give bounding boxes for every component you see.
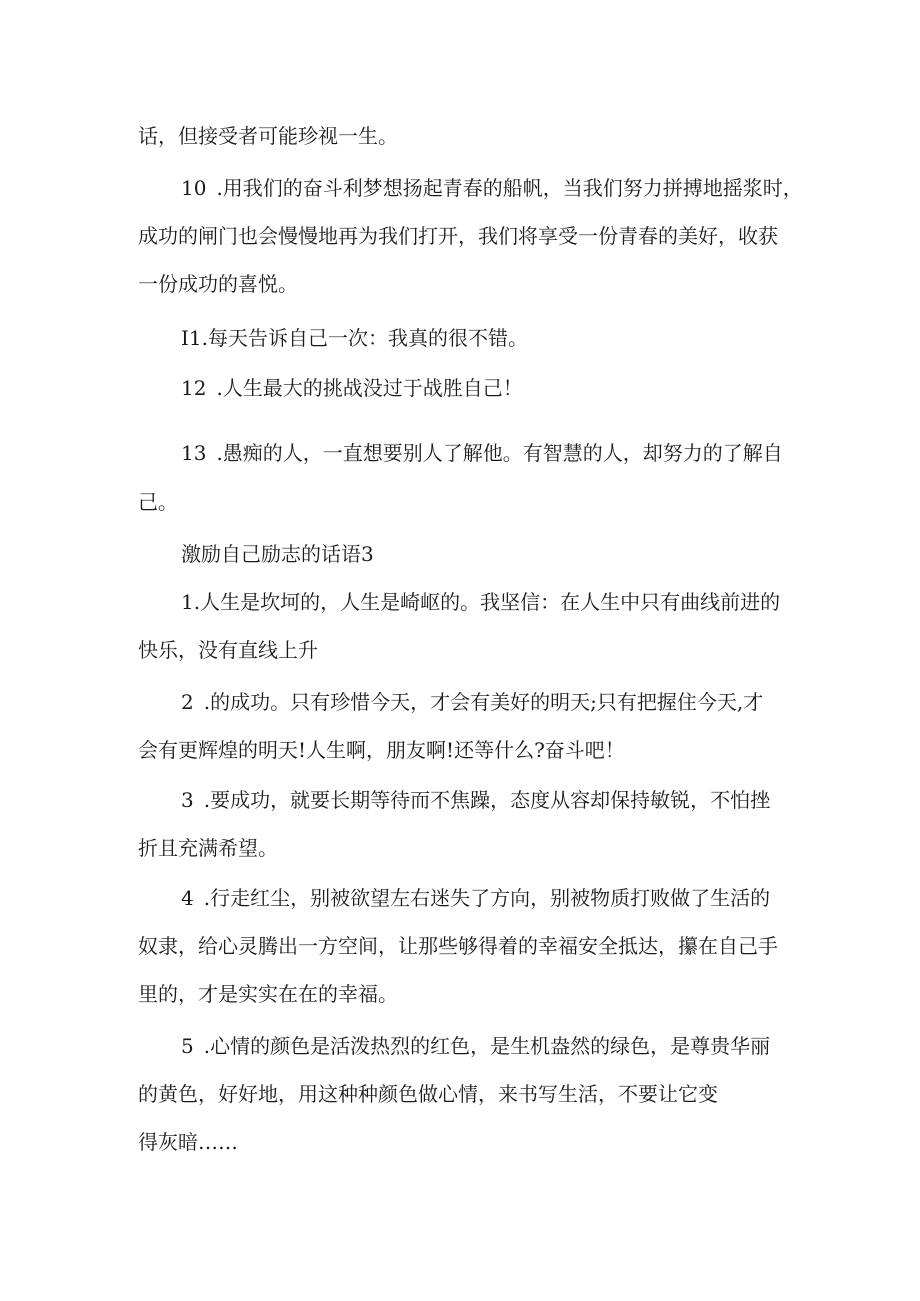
paragraph-text: .要成功，就要长期等待而不焦躁，态度从容却保持敏锐，不怕挫 <box>203 788 771 812</box>
paragraph-text: 成功的闸门也会慢慢地再为我们打开，我们将享受一份青春的美好，收获 <box>138 224 778 248</box>
paragraph-text: 折且充满希望。 <box>138 836 278 860</box>
paragraph-text: I1.每天告诉自己一次：我真的很不错。 <box>181 326 528 350</box>
text-line <box>138 488 178 516</box>
text-line <box>138 222 778 250</box>
list-item-2 <box>181 688 763 716</box>
item-number: 13 <box>181 441 207 465</box>
text-line <box>138 636 318 664</box>
text-line <box>138 1080 718 1108</box>
text-line <box>138 736 625 764</box>
paragraph-text: 话，但接受者可能珍视一生。 <box>138 124 398 148</box>
paragraph-text: 得灰暗…… <box>138 1130 238 1154</box>
item-number: 12 <box>181 376 207 400</box>
list-item-10 <box>181 174 803 202</box>
paragraph-text: 奴隶，给心灵腾出一方空间，让那些够得着的幸福安全抵达，攥在自己手 <box>138 934 778 958</box>
item-number: 3 <box>181 788 194 812</box>
item-number: 5 <box>181 1034 194 1058</box>
paragraph-text: 一份成功的喜悦。 <box>138 272 298 296</box>
list-item-1 <box>181 588 780 616</box>
list-item-11 <box>181 324 528 352</box>
text-line <box>138 122 398 150</box>
paragraph-text: 己。 <box>138 490 178 514</box>
text-line <box>138 270 298 298</box>
item-number: 2 <box>181 690 194 714</box>
paragraph-text: .行走红尘，别被欲望左右迷失了方向，别被物质打败做了生活的 <box>203 886 771 910</box>
paragraph-text: .心情的颜色是活泼热烈的红色，是生机盎然的绿色，是尊贵华丽 <box>203 1034 771 1058</box>
text-line <box>138 834 278 862</box>
list-item-4 <box>181 884 770 912</box>
text-line <box>138 980 398 1008</box>
paragraph-text: 的黄色，好好地，用这种种颜色做心情，来书写生活，不要让它变 <box>138 1082 718 1106</box>
paragraph-text: 1.人生是坎坷的，人生是崎岖的。我坚信：在人生中只有曲线前进的 <box>181 590 781 614</box>
list-item-5 <box>181 1032 770 1060</box>
paragraph-text: 里的，才是实实在在的幸福。 <box>138 982 398 1006</box>
item-number: 4 <box>181 886 194 910</box>
paragraph-text: 快乐，没有直线上升 <box>138 638 318 662</box>
text-line <box>138 932 778 960</box>
list-item-3 <box>181 786 770 814</box>
heading-text: 激励自己励志的话语3 <box>181 542 374 566</box>
text-line <box>138 1128 238 1156</box>
paragraph-text: .人生最大的挑战没过于战胜自己！ <box>216 376 523 400</box>
section-heading <box>181 540 374 568</box>
paragraph-text: .用我们的奋斗利梦想扬起青春的船帆，当我们努力拼搏地摇浆时， <box>216 176 803 200</box>
paragraph-text: .愚痴的人，一直想要别人了解他。有智慧的人，却努力的了解自 <box>216 441 783 465</box>
item-number: 10 <box>181 176 207 200</box>
list-item-12 <box>181 374 523 402</box>
list-item-13 <box>181 439 783 467</box>
paragraph-text: 会有更辉煌的明天!人生啊，朋友啊!还等什么?奋斗吧！ <box>138 738 625 762</box>
paragraph-text: .的成功。只有珍惜今天，才会有美好的明天;只有把握住今天,才 <box>203 690 764 714</box>
